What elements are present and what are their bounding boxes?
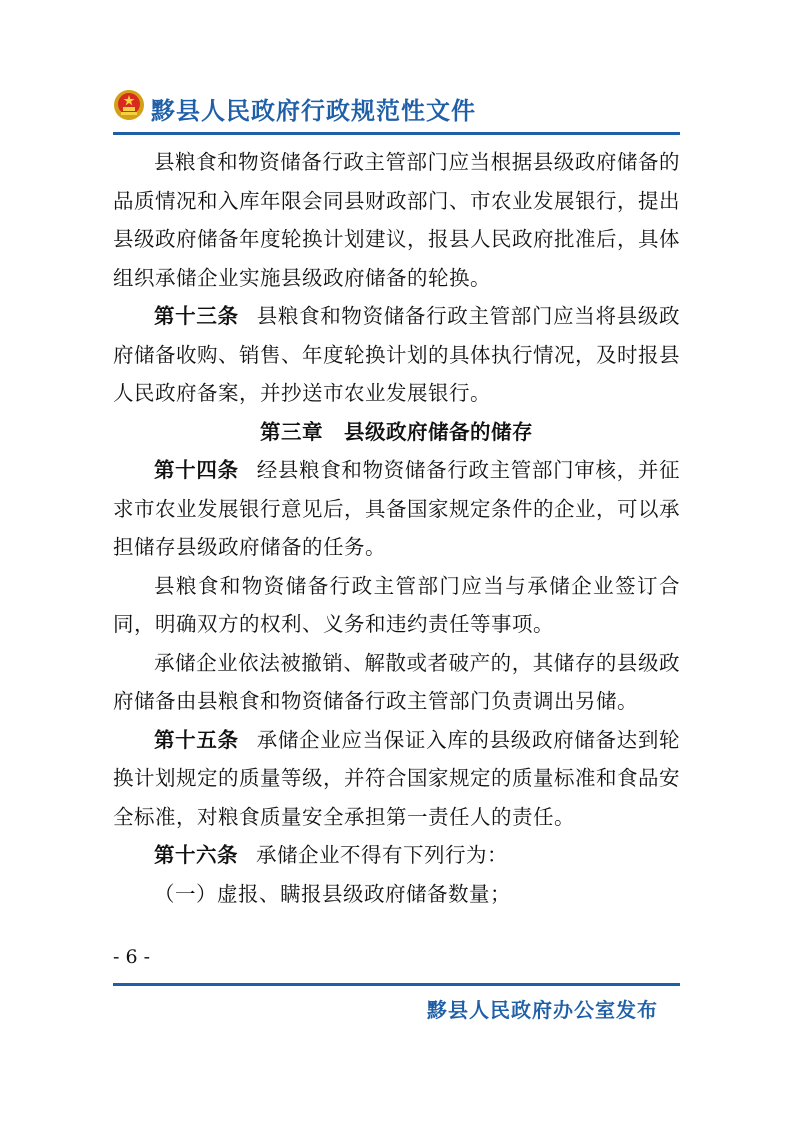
page-number: - 6 -: [113, 946, 151, 968]
article-text: 承储企业应当保证入库的县级政府储备达到轮换计划规定的质量等级，并符合国家规定的质量标准和食品安全标准，对粮食质量安全承担第一责任人的责任。: [113, 727, 681, 829]
article-label: 第十五条: [154, 727, 239, 752]
list-item: （一）虚报、瞒报县级政府储备数量；: [154, 881, 511, 906]
paragraph: 承储企业依法被撤销、解散或者破产的，其储存的县级政府储备由县粮食和物资储备行政主管部门负责调出另储。: [113, 650, 680, 713]
article-label: 第十四条: [154, 458, 239, 482]
footer-publisher: 黟县人民政府办公室发布: [427, 998, 658, 1022]
article-label: 第十六条: [154, 843, 238, 867]
header-divider: [113, 132, 680, 135]
article-text: 县粮食和物资储备行政主管部门应当将县级政府储备收购、销售、年度轮换计划的具体执行情况，及时报县人民政府备案，并抄送市农业发展银行。: [113, 304, 681, 405]
paragraph: 县粮食和物资储备行政主管部门应当与承储企业签订合同，明确双方的权利、义务和违约责任等事项。: [113, 573, 680, 636]
document-header: [113, 84, 680, 128]
article-16: [113, 836, 680, 875]
article-label: 第十三条: [154, 304, 239, 328]
footer-divider: [113, 983, 680, 986]
article-14: [113, 451, 680, 567]
header-title: 黟县人民政府行政规范性文件: [151, 97, 476, 125]
article-15: [113, 721, 680, 837]
paragraph: 县粮食和物资储备行政主管部门应当根据县级政府储备的品质情况和入库年限会同县财政部门、市农业发展银行，提出县级政府储备年度轮换计划建议，报县人民政府批准后，具体组织承储企业实施县级政府储备的轮换。: [113, 150, 680, 290]
article-13: [113, 297, 680, 413]
article-text: 经县粮食和物资储备行政主管部门审核，并征求市农业发展银行意见后，具备国家规定条件的企业，可以承担储存县级政府储备的任务。: [113, 458, 681, 559]
national-emblem-icon: [113, 89, 145, 121]
article-text: 承储企业不得有下列行为：: [256, 843, 508, 867]
document-body: [113, 143, 680, 913]
chapter-heading: 第三章 县级政府储备的储存: [260, 419, 533, 444]
